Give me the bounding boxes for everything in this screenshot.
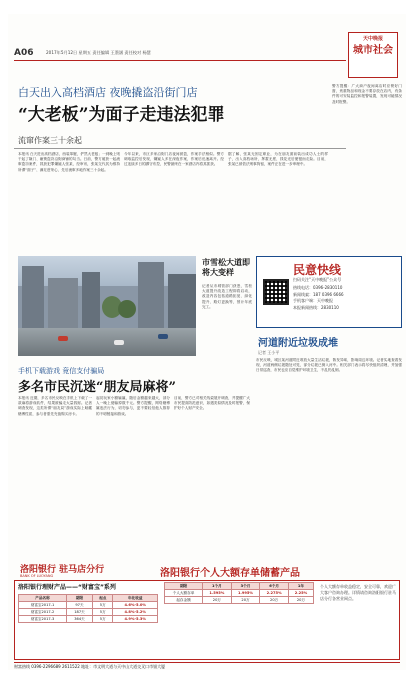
table-header: 1个月 [203, 583, 232, 590]
photo-building [48, 278, 78, 328]
river-column [256, 358, 402, 558]
table-cell: 财富宝2017-3 [19, 616, 67, 623]
table-row [19, 602, 158, 609]
table-cell: 财富宝2017-2 [19, 609, 67, 616]
bank-ad-header [14, 562, 154, 580]
section-logo [348, 32, 398, 78]
hotline-line: 热线电话：0396-2830110 [293, 285, 343, 290]
ad-title: 洛阳银行个人大额存单储蓄产品 [160, 568, 300, 579]
table-cell: 2.25% [288, 590, 313, 597]
lead-paragraph: 本报讯 白天进出高档酒店，西装革履，俨然大老板；一到晚上则干起了撬门、砸锁盗窃沿街商铺的勾当。日前，警方破获一起流窜盗窃案件，抓获犯罪嫌疑人张某，经审讯，张某交代其为维持所谓“面子”、满足虚荣心，先后流窜多地作案三十余起。 [18, 152, 120, 172]
photo-building [22, 266, 44, 328]
table-cell: 4.6%-5.0% [113, 602, 158, 609]
bank-logo-english: BANK OF LUOYANG [20, 574, 54, 578]
table-row [165, 597, 314, 604]
table-header: 年化收益 [113, 595, 158, 602]
wealth-product-table [18, 594, 158, 623]
lead-column-1 [18, 152, 120, 252]
masthead-divider [14, 60, 346, 61]
lead-kicker: 白天出入高档酒店 夜晚撬盗沿街门店 [18, 86, 198, 99]
lead-column-4 [332, 84, 402, 252]
table-header: 起点 [92, 595, 113, 602]
photo-car [58, 336, 68, 341]
mid-paragraph: 目前，警方已对相关线索展开调查，并提醒广大市民提高防范意识，如遇类似情况及时报警，保护好个人财产安全。 [174, 396, 250, 411]
table-header: 产品名称 [19, 595, 67, 602]
hotline-line: 手机客户端：天中晚报 [293, 298, 333, 303]
mid-paragraph: 本报讯 近期，多名市民反映在手机上下载了一款麻将游戏软件，结果被骗走大量钱财。记者调查发现，这类所谓“朋友局”游戏实际上暗藏赌博性质，参与者需先充值购买房卡。 [18, 396, 92, 416]
table-header-row [165, 583, 314, 590]
mid-kicker: 手机下载游戏 竟信支付骗局 [18, 367, 105, 375]
lead-paragraph: 据了解，张某无固定职业，为在朋友面前装出成功人士的样子，出入高档场所，挥霍无度，钱花光后便铤而走险。目前，张某已被依法刑事拘留，案件正在进一步审理中。 [228, 152, 328, 167]
lead-paragraph: 今年以来，市区多家沿街门店夜间被盗，作案手法相似。警方调取监控后发现，嫌疑人多在深夜作案，作案后迅速离开。经过连续多日的蹲守布控，民警最终在一家酒店内将其抓获。 [124, 152, 224, 167]
table-cell: 187天 [66, 609, 92, 616]
mid-column-1 [18, 396, 92, 556]
table-cell: 20万 [260, 597, 289, 604]
table-row [19, 609, 158, 616]
street-photo [18, 256, 196, 356]
ad-right-text: 个人大额存单收益稳定，安全可靠，欢迎广大客户咨询办理。详情请咨询洛阳银行驻马店分行各营业网点。 [320, 584, 396, 601]
table-cell: 20万 [231, 597, 260, 604]
photo-building [138, 262, 164, 328]
bank-branch: 驻马店分行 [59, 565, 105, 575]
table-cell: 1.995% [231, 590, 260, 597]
hotline-lines [293, 285, 397, 311]
table-header: 期限 [165, 583, 203, 590]
photo-car [114, 340, 124, 345]
headline-divider [14, 148, 346, 149]
table-header: 1年 [288, 583, 313, 590]
table-row [165, 590, 314, 597]
river-headline: 河道附近垃圾成堆 [258, 338, 338, 349]
mid-column-3 [174, 396, 250, 556]
river-paragraph: 市民反映，城区某河道附近堆放大量生活垃圾，散发异味，影响周边环境。记者实地查看发现，河道两侧垃圾随处可见，部分垃圾已倒入河中。相关部门表示将尽快组织清理，并加强日常巡查，市民也应自觉维护环境卫生，不乱扔乱倒。 [256, 358, 402, 373]
hotline-title: 民意快线 [293, 263, 342, 277]
table-cell: 5万 [92, 609, 113, 616]
lead-column-2 [124, 152, 224, 252]
hotline-box [256, 256, 402, 328]
street-column [202, 284, 252, 356]
table-cell: 1.595% [203, 590, 232, 597]
lead-subhead: 流窜作案三十余起 [18, 136, 82, 145]
table-header: 期限 [66, 595, 92, 602]
mid-column-2 [96, 396, 170, 556]
mid-headline: 多名市民沉迷“朋友局麻将” [18, 380, 176, 395]
photo-building [168, 274, 196, 328]
table-cell: 4.8%-5.2% [113, 609, 158, 616]
lead-headline: “大老板”为面子走违法犯罪 [18, 105, 225, 125]
table-cell: 97天 [66, 602, 92, 609]
table-header: 6个月 [260, 583, 289, 590]
table-cell: 5万 [92, 616, 113, 623]
table-cell: 财富宝2017-1 [19, 602, 67, 609]
river-byline: 记者 王小平 [258, 350, 280, 355]
table-cell: 4.9%-5.3% [113, 616, 158, 623]
qr-code-icon [263, 279, 289, 305]
hotline-subtitle: 扫码关注“天中晚报”公众号 [293, 277, 342, 282]
table-cell: 20万 [203, 597, 232, 604]
section-name: 城市社会 [353, 45, 393, 56]
deposit-rate-table [164, 582, 314, 604]
street-headline: 市雪松大道即将大变样 [202, 258, 250, 277]
table-cell: 个人大额存单 [165, 590, 203, 597]
photo-tree [118, 300, 136, 318]
table-cell: 20万 [288, 597, 313, 604]
hotline-line: 本报新闻热线：2830110 [293, 304, 339, 310]
table-cell: 起存金额 [165, 597, 203, 604]
table-cell: 5万 [92, 602, 113, 609]
bank-name: 洛阳银行 [20, 565, 57, 575]
photo-building [82, 272, 100, 328]
mid-paragraph: 起初玩家小额输赢，随后金额越来越大，部分人一晚上便输掉数千元。警方提醒，网络赌博属违法行为，切勿参与，更不要轻信他人推荐的不明链接和游戏。 [96, 396, 170, 416]
hotline-line: 新闻线索：187 0396 6666 [293, 291, 344, 297]
page-number: A06 [14, 48, 34, 58]
lead-paragraph: 警方提醒：广大商户夜间离店时应锁好门窗，贵重物品和现金不要存放在店内，有条件的可安装监控和报警装置，发现可疑情况及时报警。 [332, 84, 402, 104]
street-paragraph: 记者从市城管部门获悉，雪松大道提升改造工程即将启动，改造内容包括道路拓宽、绿化提升、路灯更换等，预计年底完工。 [202, 284, 252, 309]
lead-column-3 [228, 152, 328, 252]
newspaper-logo: 天中晚报 [362, 36, 383, 42]
photo-car [158, 334, 168, 339]
table-row [19, 616, 158, 623]
table-header-row [19, 595, 158, 602]
ad-footer: 财富热线 0396-2296689 2611522 地址：市文明大道与天中山大道交叉口市银大厦 [14, 662, 400, 670]
table-cell: 364天 [66, 616, 92, 623]
ad-left-title: 洛阳银行理财产品——“财富宝”系列 [18, 584, 116, 591]
issue-meta-line: 2017年5月12日 星期五 责任编辑 王墨涵 责任校对 杨慧 [46, 50, 151, 55]
table-header: 3个月 [231, 583, 260, 590]
table-cell: 2.275% [260, 590, 289, 597]
newspaper-page [8, 14, 406, 670]
photo-road [18, 328, 196, 356]
